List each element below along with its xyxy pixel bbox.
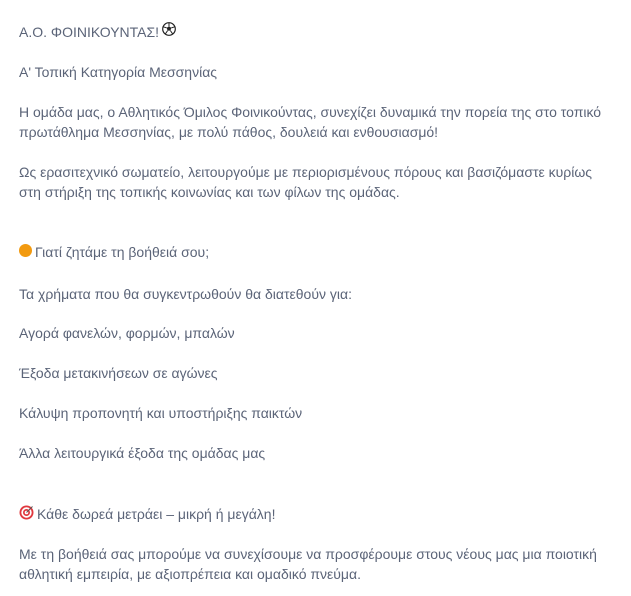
funds-item: Κάλυψη προπονητή και υποστήριξης παικτών [19, 405, 303, 421]
category-text: Α' Τοπική Κατηγορία Μεσσηνίας [19, 64, 218, 80]
soccer-ball-icon [162, 21, 176, 35]
target-icon [19, 505, 34, 520]
why-heading: Γιατί ζητάμε τη βοήθειά σου; [35, 244, 210, 260]
why-heading-line [19, 242, 209, 262]
title: Α.Ο. ΦΟΙΝΙΚΟΥΝΤΑΣ! [19, 24, 160, 40]
every-heading-line [19, 504, 275, 524]
title-line [19, 22, 176, 42]
funds-item: Αγορά φανελών, φορμών, μπαλών [19, 325, 235, 341]
intro-paragraph: Η ομάδα μας, ο Αθλητικός Όμιλος Φοινικούντας, συνεχίζει δυναμικά την πορεία της στο τοπικό πρωτάθλημα Μεσσηνίας, με πολύ πάθος, δουλειά και ενθουσιασμό! [19, 104, 602, 140]
closing-paragraph: Με τη βοήθειά σας μπορούμε να συνεχίσουμε να προσφέρουμε στους νέους μας μια ποιοτική αθλητική εμπειρία, με αξιοπρέπεια και ομαδικό πνεύμα. [19, 546, 597, 582]
orange-circle-icon [19, 244, 32, 257]
every-heading: Κάθε δωρεά μετράει – μικρή ή μεγάλη! [37, 506, 276, 522]
funds-intro: Τα χρήματα που θα συγκεντρωθούν θα διατεθούν για: [19, 286, 352, 302]
funds-item: Άλλα λειτουργικά έξοδα της ομάδας μας [19, 445, 266, 461]
funds-item: Έξοδα μετακινήσεων σε αγώνες [19, 365, 218, 381]
amateur-paragraph: Ως ερασιτεχνικό σωματείο, λειτουργούμε με περιορισμένους πόρους και βασιζόμαστε κυρίως στη στήριξη της τοπικής κοινωνίας και των φίλων της ομάδας. [19, 164, 593, 200]
